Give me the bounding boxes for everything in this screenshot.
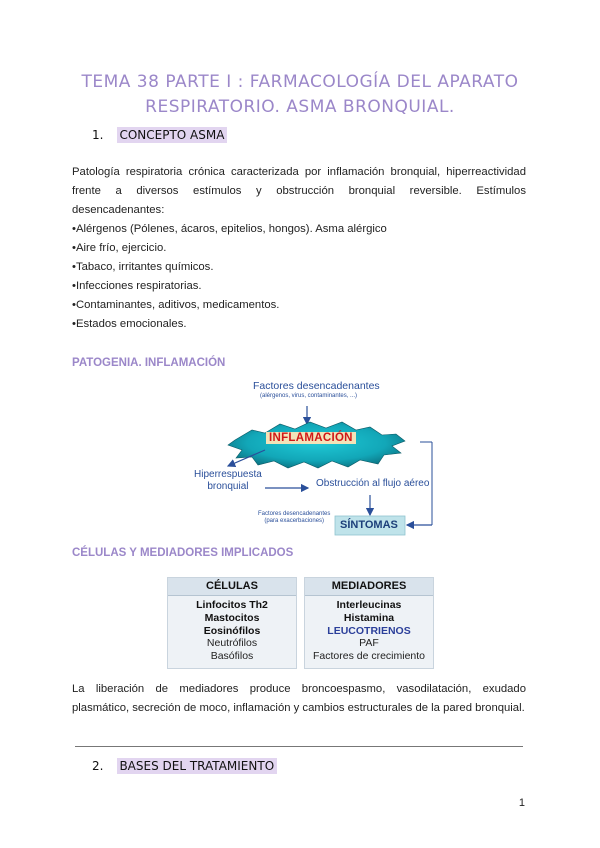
list-item: • Alérgenos (Pólenes, ácaros, epitelios, hongos). Asma alérgico xyxy=(72,220,387,239)
patogenia-heading: PATOGENIA. INFLAMACIÓN xyxy=(72,357,226,369)
section-label: CONCEPTO ASMA xyxy=(117,127,227,143)
mediadores-table-body xyxy=(305,596,433,663)
title-line-2: RESPIRATORIO. ASMA BRONQUIAL. xyxy=(145,97,455,117)
list-item: • Tabaco, irritantes químicos. xyxy=(72,258,387,277)
liberacion-paragraph: La liberación de mediadores produce broncoespasmo, vasodilatación, exudado plasmático, secreción de moco, inflamación y cambios estructurales de la pared bronquial. xyxy=(72,683,526,714)
document-title xyxy=(60,70,540,120)
celulas-table-header: CÉLULAS xyxy=(168,578,296,596)
sintomas-label: SÍNTOMAS xyxy=(340,519,398,531)
list-item: • Infecciones respiratorias. xyxy=(72,277,387,296)
section-heading-concepto xyxy=(92,128,227,142)
obstruccion-label: Obstrucción al flujo aéreo xyxy=(316,478,430,489)
inflamacion-burst xyxy=(228,422,405,468)
definition-paragraph: Patología respiratoria crónica caracterizada por inflamación bronquial, hiperreactividad frente a diversos estímulos y obstrucción bronquial reversible. Estímulos desencadenantes: xyxy=(72,166,526,216)
mediadores-table-header: MEDIADORES xyxy=(305,578,433,596)
section-number: 1. xyxy=(92,128,104,142)
table-row: PAF xyxy=(359,637,379,650)
table-row: Eosinófilos xyxy=(203,624,261,637)
section-number: 2. xyxy=(92,759,104,773)
list-item: • Estados emocionales. xyxy=(72,315,387,334)
table-row: Histamina xyxy=(343,611,395,624)
celulas-heading: CÉLULAS Y MEDIADORES IMPLICADOS xyxy=(72,547,294,559)
table-row: LEUCOTRIENOS xyxy=(327,624,411,637)
inflammation-diagram xyxy=(170,372,445,540)
factores-label: Factores desencadenantes xyxy=(253,380,380,392)
title-line-1: TEMA 38 PARTE I : FARMACOLOGÍA DEL APARATO xyxy=(81,72,519,92)
celulas-table-body xyxy=(168,596,296,663)
table-row: Factores de crecimiento xyxy=(312,650,426,663)
factores-exacerbaciones-label xyxy=(258,511,330,525)
small-line-1: Factores desencadenantes xyxy=(258,511,331,517)
hiperrespuesta-line-2: bronquial xyxy=(207,481,249,492)
page-number: 1 xyxy=(518,797,525,809)
section-heading-tratamiento xyxy=(92,759,277,773)
celulas-table xyxy=(167,577,297,669)
stimuli-list xyxy=(72,220,387,334)
section-label: BASES DEL TRATAMIENTO xyxy=(117,758,277,774)
mediadores-table xyxy=(304,577,434,669)
inflamacion-label: INFLAMACIÓN xyxy=(266,432,356,444)
table-row: Interleucinas xyxy=(336,599,402,611)
factores-sub-label: (alérgenos, virus, contaminantes, ...) xyxy=(260,393,358,399)
list-item: • Aire frío, ejercicio. xyxy=(72,239,387,258)
hiperrespuesta-label xyxy=(194,469,262,493)
table-row: Neutrófilos xyxy=(206,637,258,650)
table-row: Mastocitos xyxy=(204,611,260,624)
table-row: Basófilos xyxy=(210,650,254,663)
table-row: Linfocitos Th2 xyxy=(196,599,268,611)
divider xyxy=(75,746,523,747)
hiperrespuesta-line-1: Hiperrespuesta xyxy=(194,469,262,480)
small-line-2: (para exacerbaciones) xyxy=(264,518,325,524)
list-item: • Contaminantes, aditivos, medicamentos. xyxy=(72,296,387,315)
